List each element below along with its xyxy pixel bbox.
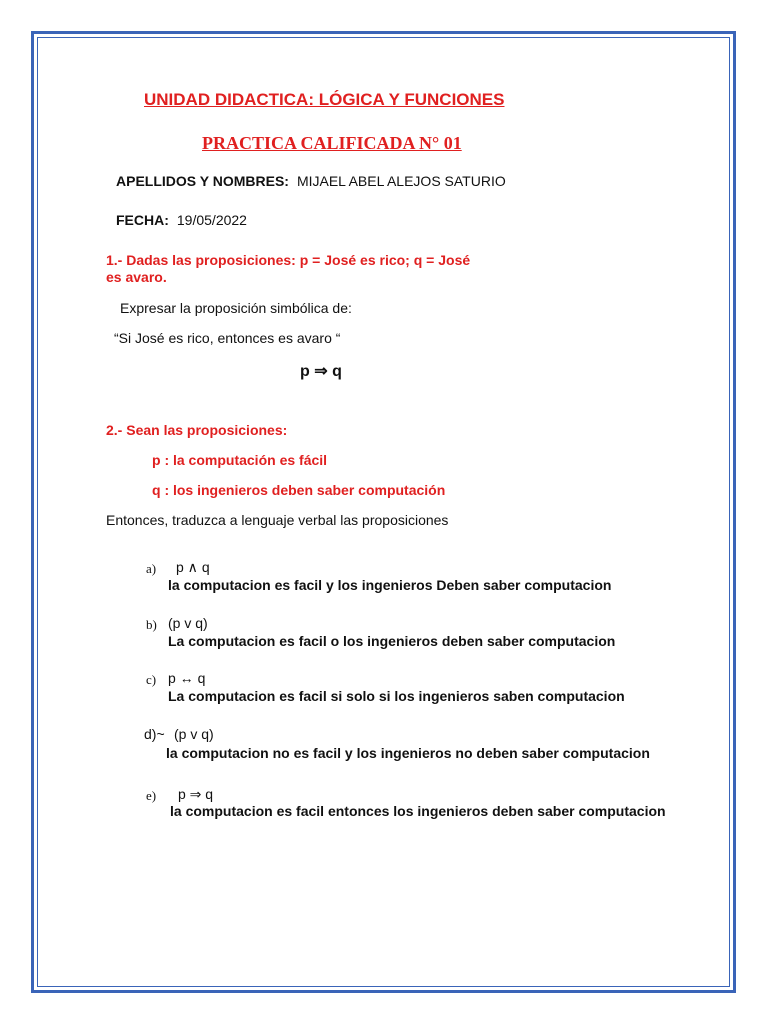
student-name-row xyxy=(116,173,506,189)
item-d-answer: la computacion no es facil y los ingenieros no deben saber computacion xyxy=(166,745,650,761)
proposition-q: q : los ingenieros deben saber computación xyxy=(152,482,446,498)
question1-title-line1: 1.- Dadas las proposiciones: p = José es rico; q = José xyxy=(106,252,471,268)
item-b-marker: b) xyxy=(146,617,157,632)
item-c-marker: c) xyxy=(146,672,157,687)
question1-quote: “Si José es rico, entonces es avaro “ xyxy=(114,330,341,346)
item-d-expression: (p v q) xyxy=(174,726,214,742)
student-name-label: APELLIDOS Y NOMBRES: xyxy=(116,173,289,189)
question2-instruction: Entonces, traduzca a lenguaje verbal las proposiciones xyxy=(106,512,449,528)
question1-title-line2: es avaro. xyxy=(106,269,167,285)
item-a-marker: a) xyxy=(146,561,157,576)
practice-title: PRACTICA CALIFICADA N° 01 xyxy=(202,133,462,153)
item-a-expression: p ∧ q xyxy=(176,559,210,575)
item-a-answer: la computacion es facil y los ingenieros Deben saber computacion xyxy=(168,577,612,593)
item-c-answer: La computacion es facil si solo si los ingenieros saben computacion xyxy=(168,688,625,704)
item-b-expression: (p v q) xyxy=(168,615,208,631)
question1-instruction: Expresar la proposición simbólica de: xyxy=(120,300,352,316)
question1-answer: p ⇒ q xyxy=(300,363,342,380)
student-name-value: MIJAEL ABEL ALEJOS SATURIO xyxy=(296,173,506,189)
item-e-marker: e) xyxy=(146,788,157,803)
item-d-marker: d)~ xyxy=(144,726,165,742)
proposition-p: p : la computación es fácil xyxy=(152,452,328,468)
date-value: 19/05/2022 xyxy=(176,212,247,228)
question2-title: 2.- Sean las proposiciones: xyxy=(106,422,288,438)
item-b-answer: La computacion es facil o los ingenieros deben saber computacion xyxy=(168,633,616,649)
unit-title: UNIDAD DIDACTICA: LÓGICA Y FUNCIONES xyxy=(144,90,505,109)
item-e-expression: p ⇒ q xyxy=(178,786,214,802)
date-row xyxy=(116,212,247,228)
item-e-answer: la computacion es facil entonces los ingenieros deben saber computacion xyxy=(170,803,666,819)
date-label: FECHA: xyxy=(116,212,169,228)
item-c-expression: p ↔ q xyxy=(168,670,206,686)
